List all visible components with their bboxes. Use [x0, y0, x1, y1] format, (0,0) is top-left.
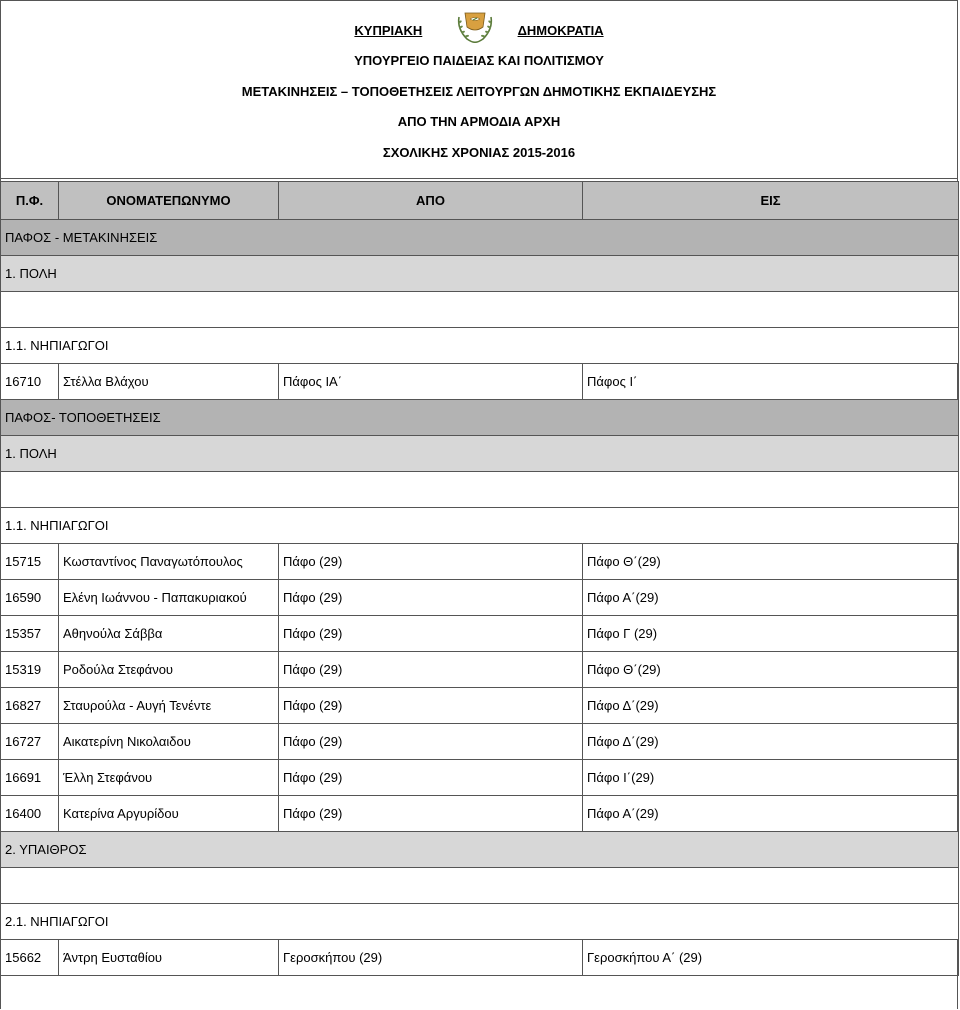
subsection-label: 2. ΥΠΑΙΘΡΟΣ [1, 832, 959, 868]
table-row [1, 940, 959, 976]
name-cell: Στέλλα Βλάχου [59, 364, 279, 400]
pf-cell: 15715 [1, 544, 59, 580]
document-title: ΜΕΤΑΚΙΝΗΣΕΙΣ – ΤΟΠΟΘΕΤΗΣΕΙΣ ΛΕΙΤΟΥΡΓΩΝ ΔΗΜΟΤΙΚΗΣ ΕΚΠΑΙΔΕΥΣΗΣ [241, 84, 717, 99]
ministry-title: ΥΠΟΥΡΓΕΙΟ ΠΑΙΔΕΙΑΣ ΚΑΙ ΠΟΛΙΤΙΣΜΟΥ [354, 53, 604, 68]
table-row [1, 688, 959, 724]
blank-row [1, 472, 959, 508]
pf-cell: 16400 [1, 796, 59, 832]
pf-cell: 15319 [1, 652, 59, 688]
from-cell: Πάφο (29) [279, 724, 583, 760]
blank-row [1, 868, 959, 904]
category-row [1, 508, 959, 544]
from-cell: Πάφο (29) [279, 652, 583, 688]
table-row [1, 652, 959, 688]
school-year: ΣΧΟΛΙΚΗΣ ΧΡΟΝΙΑΣ 2015-2016 [382, 145, 576, 160]
to-cell: Γεροσκήπου Α΄ (29) [583, 940, 959, 976]
name-cell: Αθηνούλα Σάββα [59, 616, 279, 652]
country-left-label: ΚΥΠΡΙΑΚΗ [354, 23, 423, 38]
section-row [1, 220, 959, 256]
name-cell: Ροδούλα Στεφάνου [59, 652, 279, 688]
name-cell: Αικατερίνη Νικολαιδου [59, 724, 279, 760]
table-row [1, 796, 959, 832]
from-cell: Πάφο (29) [279, 616, 583, 652]
name-cell: Κωσταντίνος Παναγωτόπουλος [59, 544, 279, 580]
pf-cell: 16590 [1, 580, 59, 616]
name-cell: Ελένη Ιωάννου - Παπακυριακού [59, 580, 279, 616]
table-row [1, 616, 959, 652]
to-cell: Πάφο Ι΄(29) [583, 760, 959, 796]
to-cell: Πάφο Α΄(29) [583, 580, 959, 616]
column-header-pf: Π.Φ. [1, 182, 59, 220]
from-cell: Πάφο (29) [279, 760, 583, 796]
to-cell: Πάφο Δ΄(29) [583, 724, 959, 760]
authority-line: ΑΠΟ ΤΗΝ ΑΡΜΟΔΙΑ ΑΡΧΗ [397, 114, 561, 129]
pf-cell: 16827 [1, 688, 59, 724]
from-cell: Πάφο (29) [279, 796, 583, 832]
category-label: 2.1. ΝΗΠΙΑΓΩΓΟΙ [1, 904, 959, 940]
category-row [1, 328, 959, 364]
table-row [1, 724, 959, 760]
pf-cell: 15357 [1, 616, 59, 652]
column-header-to: ΕΙΣ [583, 182, 959, 220]
subsection-row [1, 256, 959, 292]
to-cell: Πάφος Ι΄ [583, 364, 959, 400]
from-cell: Πάφος ΙΑ΄ [279, 364, 583, 400]
document-header [1, 1, 957, 179]
pf-cell: 15662 [1, 940, 59, 976]
blank-row [1, 292, 959, 328]
category-label: 1.1. ΝΗΠΙΑΓΩΓΟΙ [1, 508, 959, 544]
country-right-label: ΔΗΜΟΚΡΑΤΙΑ [517, 23, 604, 38]
to-cell: Πάφο Δ΄(29) [583, 688, 959, 724]
placements-table [0, 181, 959, 976]
section-label: ΠΑΦΟΣ- ΤΟΠΟΘΕΤΗΣΕΙΣ [1, 400, 959, 436]
subsection-label: 1. ΠΟΛΗ [1, 256, 959, 292]
to-cell: Πάφο Θ΄(29) [583, 652, 959, 688]
to-cell: Πάφο Θ΄(29) [583, 544, 959, 580]
pf-cell: 16727 [1, 724, 59, 760]
to-cell: Πάφο Γ (29) [583, 616, 959, 652]
column-header-name: ΟΝΟΜΑΤΕΠΩΝΥΜΟ [59, 182, 279, 220]
subsection-row [1, 832, 959, 868]
name-cell: Σταυρούλα - Αυγή Τενέντε [59, 688, 279, 724]
category-label: 1.1. ΝΗΠΙΑΓΩΓΟΙ [1, 328, 959, 364]
table-row [1, 364, 959, 400]
name-cell: Άντρη Ευσταθίου [59, 940, 279, 976]
from-cell: Γεροσκήπου (29) [279, 940, 583, 976]
subsection-row [1, 436, 959, 472]
from-cell: Πάφο (29) [279, 544, 583, 580]
from-cell: Πάφο (29) [279, 688, 583, 724]
column-header-row [1, 182, 959, 220]
to-cell: Πάφο Α΄(29) [583, 796, 959, 832]
cyprus-emblem-icon [453, 11, 497, 45]
column-header-from: ΑΠΟ [279, 182, 583, 220]
category-row [1, 904, 959, 940]
section-row [1, 400, 959, 436]
pf-cell: 16691 [1, 760, 59, 796]
name-cell: Κατερίνα Αργυρίδου [59, 796, 279, 832]
name-cell: Έλλη Στεφάνου [59, 760, 279, 796]
from-cell: Πάφο (29) [279, 580, 583, 616]
table-row [1, 580, 959, 616]
table-row [1, 544, 959, 580]
pf-cell: 16710 [1, 364, 59, 400]
section-label: ΠΑΦΟΣ - ΜΕΤΑΚΙΝΗΣΕΙΣ [1, 220, 959, 256]
subsection-label: 1. ΠΟΛΗ [1, 436, 959, 472]
table-row [1, 760, 959, 796]
